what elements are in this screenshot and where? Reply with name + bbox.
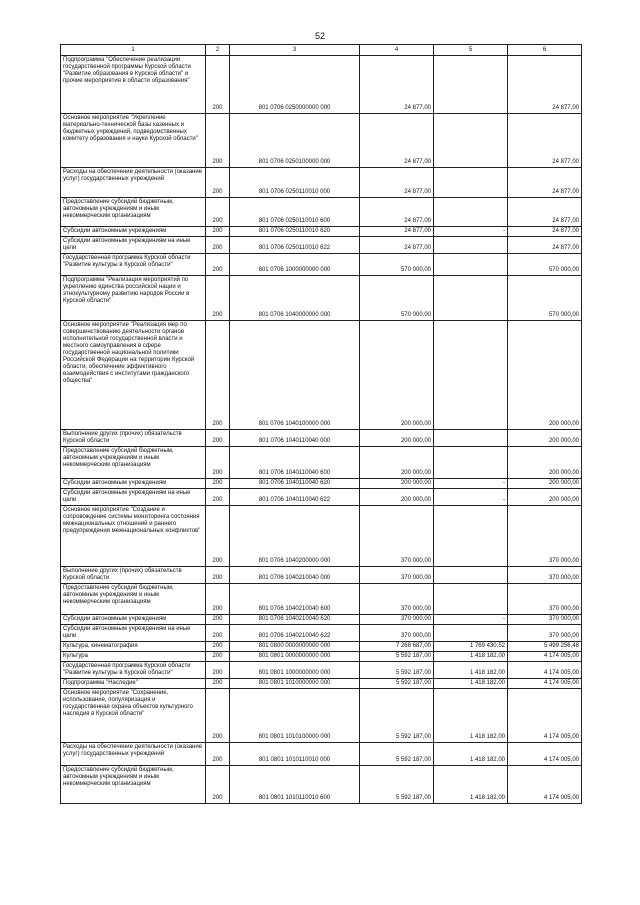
row-name-cell: Основное мероприятие "Реализация мер по совершенствованию деятельности органов исполнительной государственной власти и местного самоуправления в сфере государственной национальной политики Российской Федерации на территории Курской области, обеспечение эффективного взаимодействия с институтами гражданского общества"	[61, 321, 206, 430]
row-code-cell: 801 0706 1040000000 000	[230, 276, 360, 321]
row-value-col4: 24 877,00	[360, 168, 434, 198]
table-row	[61, 198, 582, 227]
table-row	[61, 56, 582, 114]
row-value-col5: 1 418 182,00	[434, 652, 508, 662]
row-admin-cell: 200	[206, 743, 230, 766]
row-name-cell: Субсидии автономным учреждениям	[61, 227, 206, 237]
row-value-col6: 200 000,00	[508, 430, 582, 447]
row-admin-cell: 200	[206, 168, 230, 198]
row-name-cell: Выполнение других (прочих) обязательств Курской области	[61, 430, 206, 447]
row-name-cell: Основное мероприятие "Создание и сопровождение системы мониторинга состояния межнациональных отношений и раннего предупреждения межнациональных конфликтов"	[61, 506, 206, 567]
row-value-col5	[434, 237, 508, 254]
column-header: 6	[508, 45, 582, 56]
row-admin-cell: 200	[206, 114, 230, 168]
table-row	[61, 567, 582, 584]
row-code-cell: 801 0801 1010110010 600	[230, 766, 360, 804]
column-header: 1	[61, 45, 206, 56]
row-value-col6: 24 877,00	[508, 237, 582, 254]
row-code-cell: 801 0706 1040210040 000	[230, 567, 360, 584]
row-value-col5: -	[434, 489, 508, 506]
row-name-cell: Выполнение других (прочих) обязательств Курской области	[61, 567, 206, 584]
row-name-cell: Подпрограмма "Обеспечение реализации государственной программы Курской области "Развитие образования в Курской области" и прочие мероприятия в области образования"	[61, 56, 206, 114]
row-name-cell: Субсидии автономным учреждениям	[61, 615, 206, 625]
row-value-col4: 5 592 187,00	[360, 679, 434, 689]
row-value-col5	[434, 276, 508, 321]
column-header: 3	[230, 45, 360, 56]
row-code-cell: 801 0706 1000000000 000	[230, 254, 360, 276]
row-value-col6: 200 000,00	[508, 321, 582, 430]
row-value-col4: 370 000,00	[360, 506, 434, 567]
row-admin-cell: 200	[206, 447, 230, 479]
row-value-col4: 570 000,00	[360, 276, 434, 321]
row-name-cell: Культура	[61, 652, 206, 662]
row-code-cell: 801 0706 1040100000 000	[230, 321, 360, 430]
row-admin-cell: 200	[206, 625, 230, 642]
row-name-cell: Государственная программа Курской области "Развитие культуры в Курской области"	[61, 662, 206, 679]
row-value-col6: 24 877,00	[508, 168, 582, 198]
row-admin-cell: 200	[206, 652, 230, 662]
row-admin-cell: 200	[206, 766, 230, 804]
row-value-col6: 4 174 005,00	[508, 652, 582, 662]
row-value-col4: 5 592 187,00	[360, 743, 434, 766]
row-value-col6: 5 499 256,48	[508, 642, 582, 652]
row-value-col5	[434, 56, 508, 114]
row-value-col5	[434, 567, 508, 584]
row-value-col6: 200 000,00	[508, 447, 582, 479]
row-value-col5: -	[434, 479, 508, 489]
row-value-col6: 4 174 005,00	[508, 679, 582, 689]
table-row	[61, 237, 582, 254]
row-value-col5: 1 769 430,52	[434, 642, 508, 652]
table-row	[61, 652, 582, 662]
row-code-cell: 801 0706 0250000000 000	[230, 56, 360, 114]
table-row	[61, 615, 582, 625]
row-value-col6: 4 174 005,00	[508, 662, 582, 679]
row-name-cell: Субсидии автономным учреждениям на иные цели	[61, 489, 206, 506]
row-code-cell: 801 0706 0250110010 000	[230, 168, 360, 198]
row-value-col6: 370 000,00	[508, 615, 582, 625]
row-value-col5: -	[434, 615, 508, 625]
table-row	[61, 254, 582, 276]
table-row	[61, 489, 582, 506]
row-admin-cell: 200	[206, 642, 230, 652]
table-row	[61, 447, 582, 479]
row-code-cell: 801 0800 0000000000 000	[230, 642, 360, 652]
row-value-col5: 1 418 182,00	[434, 679, 508, 689]
row-value-col5	[434, 114, 508, 168]
row-value-col6: 200 000,00	[508, 479, 582, 489]
row-value-col5	[434, 625, 508, 642]
row-name-cell: Предоставление субсидий бюджетным, автономным учреждениям и иным некоммерческим организациям	[61, 584, 206, 615]
column-header: 5	[434, 45, 508, 56]
row-admin-cell: 200	[206, 679, 230, 689]
table-row	[61, 430, 582, 447]
row-code-cell: 801 0801 0000000000 000	[230, 652, 360, 662]
row-value-col6: 370 000,00	[508, 584, 582, 615]
row-value-col4: 24 877,00	[360, 56, 434, 114]
row-name-cell: Основное мероприятие "Сохранение, использование, популяризация и государственная охрана объектов культурного наследия в Курской области"	[61, 689, 206, 743]
row-admin-cell: 200	[206, 689, 230, 743]
row-value-col4: 370 000,00	[360, 625, 434, 642]
row-name-cell: Подпрограмма "Реализация мероприятий по укреплению единства российской нации и этнокультурному развитию народов России в Курской области"	[61, 276, 206, 321]
row-value-col4: 200 000,00	[360, 447, 434, 479]
row-value-col4: 200 000,00	[360, 479, 434, 489]
row-admin-cell: 200	[206, 276, 230, 321]
row-name-cell: Государственная программа Курской области "Развитие культуры в Курской области"	[61, 254, 206, 276]
row-value-col5: 1 418 182,00	[434, 689, 508, 743]
row-value-col4: 5 592 187,00	[360, 689, 434, 743]
row-value-col4: 5 592 187,00	[360, 662, 434, 679]
row-value-col5	[434, 321, 508, 430]
row-admin-cell: 200	[206, 237, 230, 254]
row-value-col5	[434, 506, 508, 567]
row-name-cell: Культура, кинематография	[61, 642, 206, 652]
row-admin-cell: 200	[206, 198, 230, 227]
row-value-col6: 24 877,00	[508, 198, 582, 227]
table-row	[61, 662, 582, 679]
table-row	[61, 766, 582, 804]
row-admin-cell: 200	[206, 567, 230, 584]
row-admin-cell: 200	[206, 584, 230, 615]
table-row	[61, 584, 582, 615]
row-name-cell: Предоставление субсидий бюджетным, автономным учреждениям и иным некоммерческим организациям	[61, 198, 206, 227]
row-name-cell: Субсидии автономным учреждениям	[61, 479, 206, 489]
row-value-col5	[434, 254, 508, 276]
row-value-col4: 24 877,00	[360, 198, 434, 227]
row-value-col4: 24 877,00	[360, 114, 434, 168]
row-value-col5	[434, 584, 508, 615]
row-name-cell: Субсидии автономным учреждениям на иные цели	[61, 625, 206, 642]
row-value-col6: 24 877,00	[508, 114, 582, 168]
row-code-cell: 801 0801 1010110010 000	[230, 743, 360, 766]
row-code-cell: 801 0706 1040210040 600	[230, 584, 360, 615]
row-value-col6: 370 000,00	[508, 567, 582, 584]
row-code-cell: 801 0706 1040110040 620	[230, 479, 360, 489]
budget-table	[60, 44, 582, 804]
row-value-col5	[434, 430, 508, 447]
table-row	[61, 168, 582, 198]
row-value-col5: 1 418 182,00	[434, 766, 508, 804]
table-row	[61, 479, 582, 489]
row-code-cell: 801 0706 0250110010 620	[230, 227, 360, 237]
row-admin-cell: 200	[206, 321, 230, 430]
row-code-cell: 801 0801 1000000000 000	[230, 662, 360, 679]
row-admin-cell: 200	[206, 430, 230, 447]
row-value-col4: 200 000,00	[360, 489, 434, 506]
row-value-col6: 24 877,00	[508, 56, 582, 114]
row-admin-cell: 200	[206, 56, 230, 114]
row-value-col6: 4 174 005,00	[508, 743, 582, 766]
row-code-cell: 801 0706 1040110040 622	[230, 489, 360, 506]
page-number: 52	[314, 31, 325, 41]
table-row	[61, 506, 582, 567]
table-row	[61, 679, 582, 689]
row-value-col4: 570 000,00	[360, 254, 434, 276]
table-row	[61, 227, 582, 237]
row-value-col4: 5 592 187,00	[360, 652, 434, 662]
row-value-col4: 370 000,00	[360, 567, 434, 584]
row-value-col4: 24 877,00	[360, 237, 434, 254]
row-value-col4: 7 268 687,00	[360, 642, 434, 652]
table-row	[61, 276, 582, 321]
row-value-col5	[434, 198, 508, 227]
column-header: 2	[206, 45, 230, 56]
row-name-cell: Основное мероприятие "Укрепление материально-технической базы казенных и бюджетных учреждений, подведомственных комитету образования и науки Курской области"	[61, 114, 206, 168]
row-admin-cell: 200	[206, 479, 230, 489]
row-code-cell: 801 0706 0250100000 000	[230, 114, 360, 168]
row-value-col5	[434, 168, 508, 198]
row-value-col5: -	[434, 227, 508, 237]
row-name-cell: Предоставление субсидий бюджетным, автономным учреждениям и иным некоммерческим организациям	[61, 447, 206, 479]
row-code-cell: 801 0706 1040200000 000	[230, 506, 360, 567]
table-row	[61, 689, 582, 743]
row-code-cell: 801 0706 1040210040 620	[230, 615, 360, 625]
row-value-col6: 24 877,00	[508, 227, 582, 237]
table-row	[61, 114, 582, 168]
row-value-col4: 370 000,00	[360, 584, 434, 615]
row-value-col5: 1 418 182,00	[434, 662, 508, 679]
row-code-cell: 801 0801 1010100000 000	[230, 689, 360, 743]
row-name-cell: Расходы на обеспечение деятельности (оказание услуг) государственных учреждений	[61, 168, 206, 198]
table-row	[61, 743, 582, 766]
row-admin-cell: 200	[206, 489, 230, 506]
row-value-col4: 5 592 187,00	[360, 766, 434, 804]
row-admin-cell: 200	[206, 227, 230, 237]
row-value-col6: 4 174 005,00	[508, 689, 582, 743]
row-value-col5	[434, 447, 508, 479]
row-code-cell: 801 0706 0250110010 622	[230, 237, 360, 254]
row-admin-cell: 200	[206, 615, 230, 625]
table-row	[61, 321, 582, 430]
row-value-col4: 200 000,00	[360, 321, 434, 430]
row-value-col4: 200 000,00	[360, 430, 434, 447]
row-name-cell: Субсидии автономным учреждениям на иные цели	[61, 237, 206, 254]
row-admin-cell: 200	[206, 662, 230, 679]
row-name-cell: Расходы на обеспечение деятельности (оказание услуг) государственных учреждений	[61, 743, 206, 766]
table-header-row	[61, 45, 582, 56]
row-admin-cell: 200	[206, 506, 230, 567]
column-header: 4	[360, 45, 434, 56]
row-value-col4: 370 000,00	[360, 615, 434, 625]
table-row	[61, 625, 582, 642]
row-value-col5: 1 418 182,00	[434, 743, 508, 766]
row-value-col4: 24 877,00	[360, 227, 434, 237]
row-value-col6: 4 174 005,00	[508, 766, 582, 804]
row-code-cell: 801 0706 1040210040 622	[230, 625, 360, 642]
row-code-cell: 801 0801 1010000000 000	[230, 679, 360, 689]
row-value-col6: 370 000,00	[508, 625, 582, 642]
row-value-col6: 570 000,00	[508, 254, 582, 276]
row-name-cell: Подпрограмма "Наследие"	[61, 679, 206, 689]
row-name-cell: Предоставление субсидий бюджетным, автономным учреждениям и иным некоммерческим организациям	[61, 766, 206, 804]
row-value-col6: 570 000,00	[508, 276, 582, 321]
row-code-cell: 801 0706 1040110040 600	[230, 447, 360, 479]
table-row	[61, 642, 582, 652]
row-value-col6: 200 000,00	[508, 489, 582, 506]
row-admin-cell: 200	[206, 254, 230, 276]
row-value-col6: 370 000,00	[508, 506, 582, 567]
row-code-cell: 801 0706 1040110040 000	[230, 430, 360, 447]
row-code-cell: 801 0706 0250110010 600	[230, 198, 360, 227]
